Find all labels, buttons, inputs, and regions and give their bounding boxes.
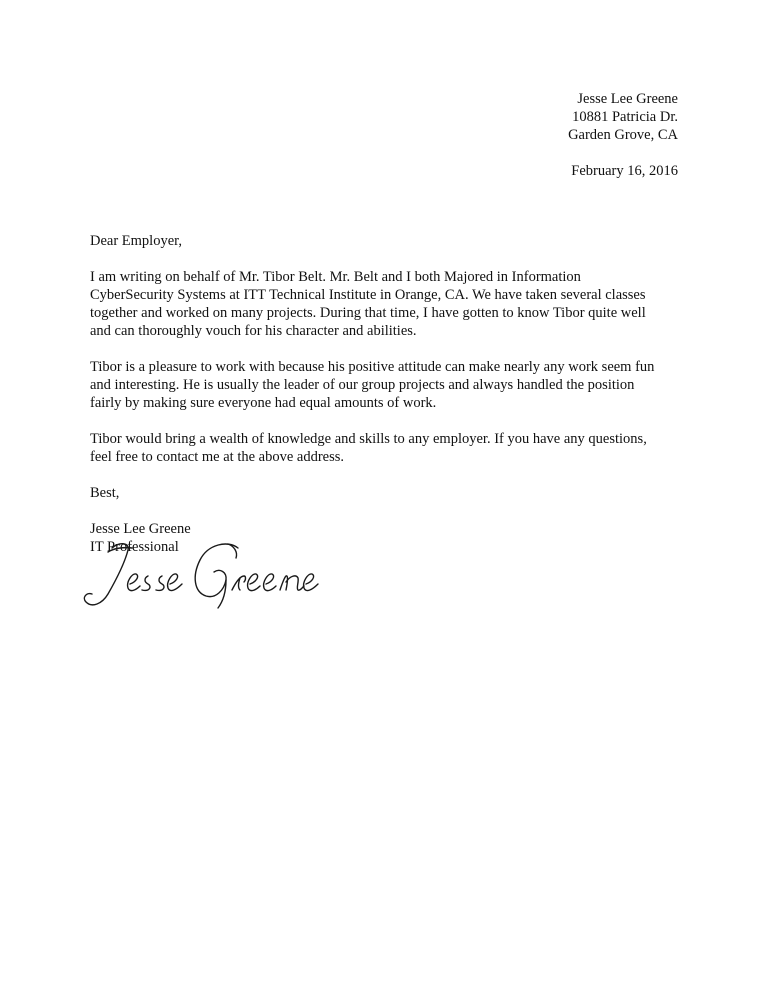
paragraph-1 (90, 268, 690, 340)
sender-street: 10881 Patricia Dr. (572, 109, 678, 125)
paragraph-line: feel free to contact me at the above address. (90, 449, 345, 465)
sender-address-block (568, 90, 678, 180)
handwritten-signature (78, 538, 328, 618)
signature-drawing (78, 538, 328, 618)
paragraph-line: together and worked on many projects. During that time, I have gotten to know Tibor quite well (90, 305, 646, 321)
paragraph-line: and can thoroughly vouch for his character and abilities. (90, 323, 417, 339)
paragraph-line: fairly by making sure everyone had equal amounts of work. (90, 395, 437, 411)
closing: Best, (90, 485, 120, 501)
signer-name: Jesse Lee Greene (90, 521, 191, 537)
signer-title: IT Professional (90, 539, 179, 555)
letter-body (90, 232, 690, 556)
paragraph-line: Tibor is a pleasure to work with because his positive attitude can make nearly any work seem fun (90, 359, 655, 375)
sender-name: Jesse Lee Greene (577, 91, 678, 107)
paragraph-line: and interesting. He is usually the leader of our group projects and always handled the position (90, 377, 635, 393)
paragraph-2 (90, 358, 690, 412)
salutation: Dear Employer, (90, 233, 183, 249)
paragraph-line: CyberSecurity Systems at ITT Technical Institute in Orange, CA. We have taken several classes (90, 287, 646, 303)
paragraph-line: Tibor would bring a wealth of knowledge and skills to any employer. If you have any questions, (90, 431, 647, 447)
paragraph-3 (90, 430, 690, 466)
letter-date: February 16, 2016 (571, 163, 678, 179)
paragraph-line: I am writing on behalf of Mr. Tibor Belt. Mr. Belt and I both Majored in Information (90, 269, 581, 285)
sender-city: Garden Grove, CA (568, 127, 678, 143)
